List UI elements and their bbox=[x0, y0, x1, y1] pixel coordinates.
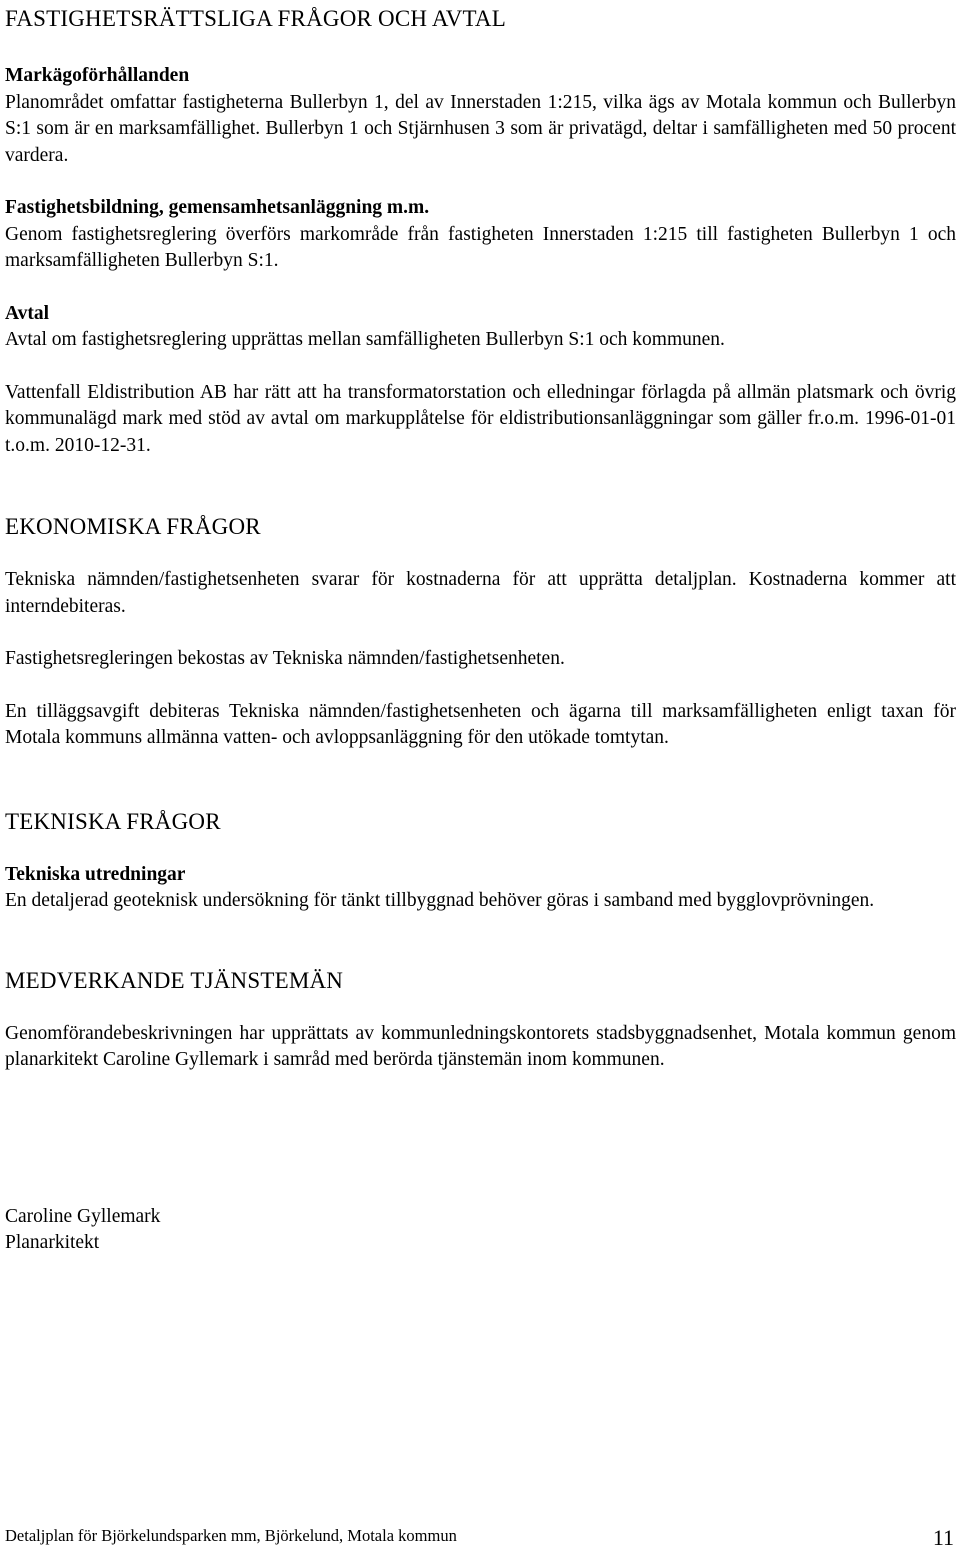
page-number: 11 bbox=[932, 1525, 954, 1550]
paragraph-agreement: Avtal om fastighetsreglering upprättas mellan samfälligheten Bullerbyn S:1 och kommunen. bbox=[5, 329, 725, 350]
paragraph-economic-regulation: Fastighetsregleringen bekostas av Tekniska nämnden/fastighetsenheten. bbox=[5, 648, 565, 669]
signature-name: Caroline Gyllemark bbox=[5, 1205, 161, 1227]
paragraph-economic-costs: Tekniska nämnden/fastighetsenheten svarar för kostnaderna för att upprätta detaljplan. Kostnaderna kommer att interndebiteras. bbox=[5, 569, 956, 617]
page-footer bbox=[5, 1525, 956, 1551]
paragraph-technical-investigations: En detaljerad geoteknisk undersökning för tänkt tillbyggnad behöver göras i samband med bygglovprövningen. bbox=[5, 890, 875, 911]
footer-document-title: Detaljplan för Björkelundsparken mm, Björkelund, Motala kommun bbox=[5, 1526, 457, 1545]
subheading-property-formation: Fastighetsbildning, gemensamhetsanläggning m.m. bbox=[5, 197, 430, 218]
heading-officials: MEDVERKANDE TJÄNSTEMÄN bbox=[5, 967, 344, 993]
paragraph-officials: Genomförandebeskrivningen har upprättats av kommunledningskontorets stadsbyggnadsenhet, Motala kommun genom planarkitekt Caroline Gyllemark i samråd med berörda tjänstemän inom kommunen. bbox=[5, 1022, 956, 1070]
heading-legal: FASTIGHETSRÄTTSLIGA FRÅGOR OCH AVTAL bbox=[5, 6, 506, 31]
paragraph-land-ownership: Planområdet omfattar fastigheterna Bullerbyn 1, del av Innerstaden 1:215, vilka ägs av Motala kommun och Bullerbyn S:1 som är en marksamfällighet. Bullerbyn 1 och Stjärnhusen 3 som är privatägd, deltar i samfälligheten med 50 procent vardera. bbox=[5, 91, 956, 166]
signature-title: Planarkitekt bbox=[5, 1232, 100, 1253]
subheading-agreement: Avtal bbox=[5, 302, 50, 324]
paragraph-vattenfall: Vattenfall Eldistribution AB har rätt att ha transformatorstation och elledningar förlagda på allmän platsmark och övrig kommunalägd mark med stöd av avtal om markupplåtelse för eldistributionsanläggningar som gäller fr.o.m. 1996-01-01 t.o.m. 2010-12-31. bbox=[5, 381, 956, 456]
heading-technical: TEKNISKA FRÅGOR bbox=[5, 808, 221, 834]
document-page bbox=[5, 5, 956, 1257]
subheading-land-ownership: Markägoförhållanden bbox=[5, 65, 190, 86]
paragraph-property-formation: Genom fastighetsreglering överförs markområde från fastigheten Innerstaden 1:215 till fastigheten Bullerbyn 1 och marksamfälligheten Bullerbyn S:1. bbox=[5, 223, 956, 271]
subheading-technical-investigations: Tekniska utredningar bbox=[5, 863, 186, 885]
heading-economic: EKONOMISKA FRÅGOR bbox=[5, 514, 261, 539]
paragraph-economic-fee: En tilläggsavgift debiteras Tekniska nämnden/fastighetsenheten och ägarna till marksamfälligheten enligt taxan för Motala kommuns allmänna vatten- och avloppsanläggning för den utökade tomtytan. bbox=[5, 700, 956, 748]
